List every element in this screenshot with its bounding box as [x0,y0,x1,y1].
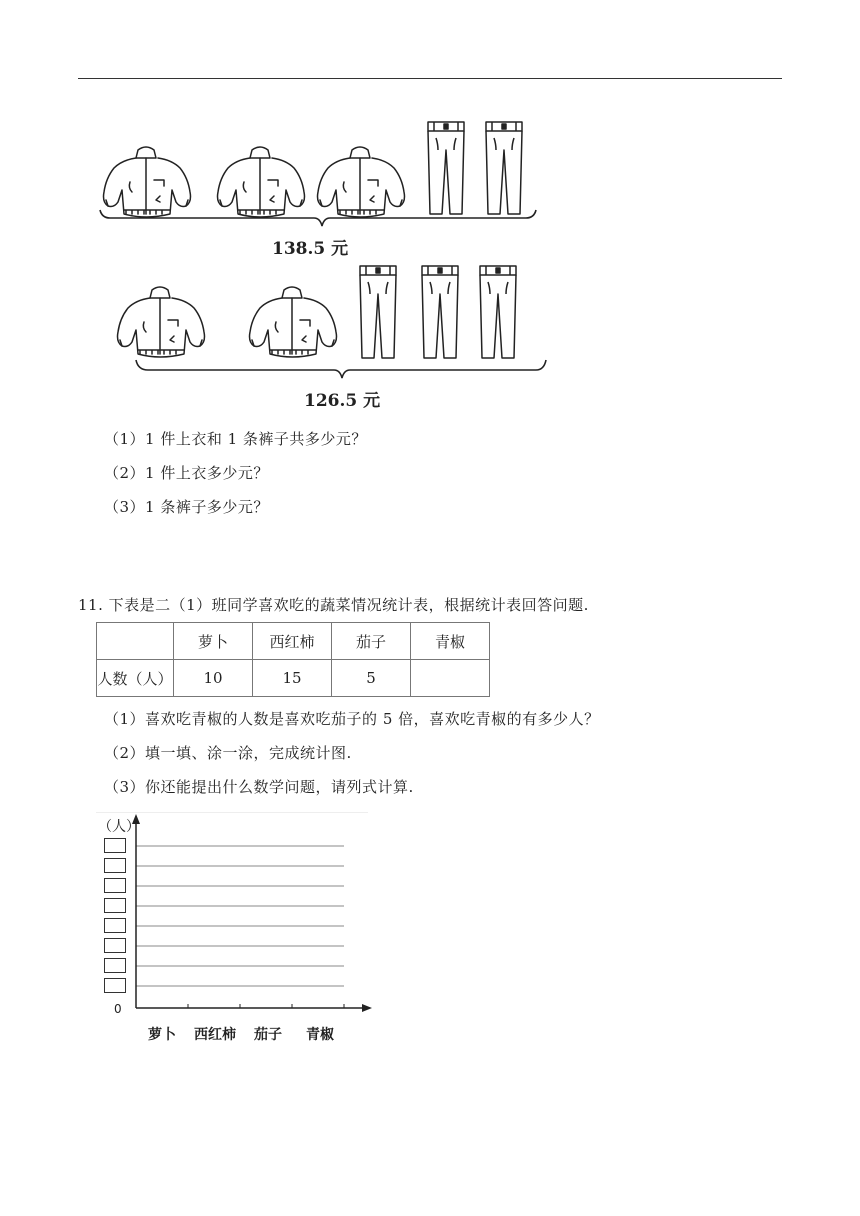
y-value-box[interactable] [104,838,126,853]
y-value-box[interactable] [104,898,126,913]
x-label-pepper: 青椒 [306,1027,334,1043]
q10-part2: （2）1 件上衣多少元？ [104,464,269,482]
q10-part3: （3）1 条裤子多少元？ [104,498,269,516]
table-header-row [97,623,490,660]
x-label-tomato: 西红柿 [194,1027,236,1043]
header-eggplant: 茄子 [332,623,411,660]
vegetable-table [96,622,490,697]
chart-gridlines [136,846,344,986]
value-tomato: 15 [253,660,332,697]
price-top: 138.5 元 [272,239,349,259]
y-value-box[interactable] [104,878,126,893]
y-value-box[interactable] [104,918,126,933]
x-axis-arrow [362,1004,372,1012]
header-rule [78,78,782,79]
y-value-box[interactable] [104,978,126,993]
value-carrot: 10 [174,660,253,697]
y-value-box[interactable] [104,938,126,953]
table-row [97,660,490,697]
table-corner-cell [97,623,174,660]
header-pepper: 青椒 [411,623,490,660]
y-value-box[interactable] [104,958,126,973]
x-label-carrot: 萝卜 [148,1027,176,1043]
q11-part1: （1）喜欢吃青椒的人数是喜欢吃茄子的 5 倍，喜欢吃青椒的有多少人？ [104,710,600,728]
y-value-box[interactable] [104,858,126,873]
header-carrot: 萝卜 [174,623,253,660]
value-pepper[interactable] [411,660,490,697]
x-label-eggplant: 茄子 [254,1027,282,1043]
y-unit-label: （人） [98,819,140,835]
q11-part2: （2）填一填、涂一涂，完成统计图. [104,744,352,762]
clothes-figure [96,110,556,410]
y-zero-label: 0 [114,1002,122,1016]
q10-part1: （1）1 件上衣和 1 条裤子共多少元？ [104,430,367,448]
blank-bar-chart [96,812,376,1052]
value-eggplant: 5 [332,660,411,697]
header-tomato: 西红柿 [253,623,332,660]
price-bottom: 126.5 元 [304,391,381,411]
q11-title: 11. 下表是二（1）班同学喜欢吃的蔬菜情况统计表，根据统计表回答问题. [78,596,589,614]
q11-part3: （3）你还能提出什么数学问题，请列式计算. [104,778,414,796]
clothes-illustration [96,110,556,410]
chart-axes [96,812,376,1052]
row-label: 人数（人） [97,660,174,697]
